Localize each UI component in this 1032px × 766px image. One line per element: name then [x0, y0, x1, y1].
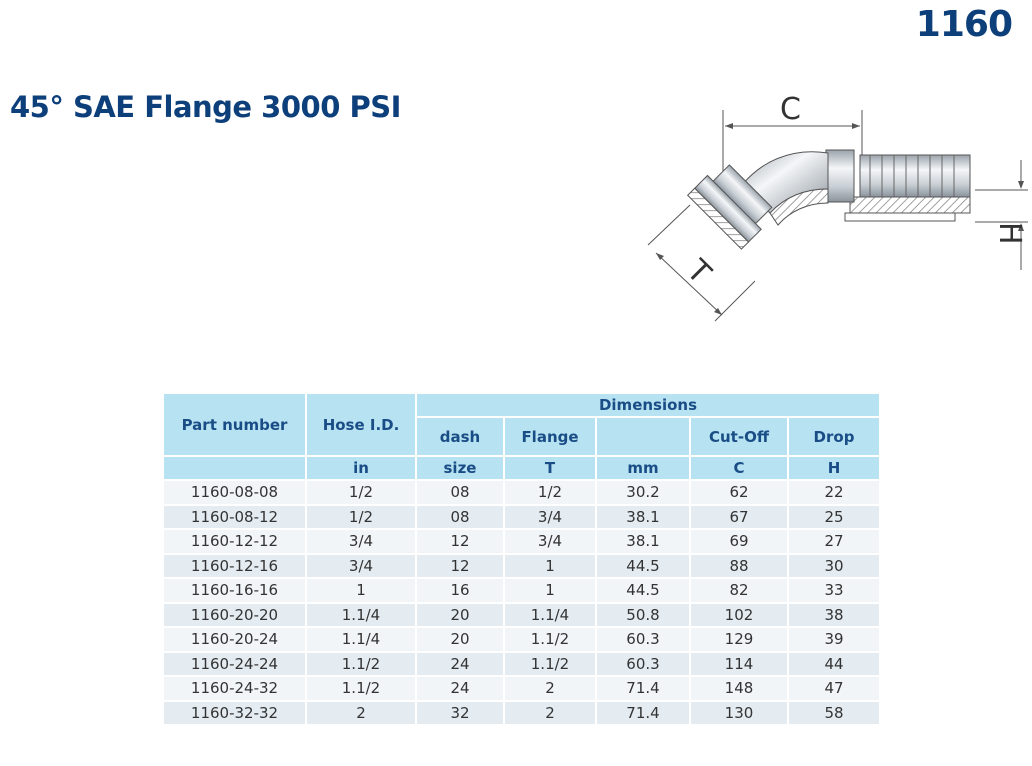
table-row	[164, 506, 879, 529]
cell-dash-size: 20	[417, 604, 503, 627]
cell-cut-off-c: 102	[691, 604, 787, 627]
cell-part-number: 1160-32-32	[164, 702, 305, 725]
header-blank	[597, 418, 689, 455]
cell-cut-off-c: 62	[691, 481, 787, 504]
cell-flange-t: 1.1/2	[505, 653, 595, 676]
cell-dash-size: 32	[417, 702, 503, 725]
table-row	[164, 653, 879, 676]
cell-dash-size: 24	[417, 677, 503, 700]
fitting-drawing	[630, 85, 1030, 335]
cell-hose-id: 1	[307, 579, 415, 602]
cell-flange-t: 1/2	[505, 481, 595, 504]
cell-flange-t: 1.1/4	[505, 604, 595, 627]
cell-mm: 60.3	[597, 653, 689, 676]
cell-part-number: 1160-24-24	[164, 653, 305, 676]
unit-h: H	[789, 457, 879, 479]
unit-part	[164, 457, 305, 479]
cell-cut-off-c: 88	[691, 555, 787, 578]
header-dimensions-group: Dimensions	[417, 394, 879, 416]
cell-flange-t: 2	[505, 677, 595, 700]
cell-hose-id: 1.1/2	[307, 677, 415, 700]
cell-part-number: 1160-08-08	[164, 481, 305, 504]
cell-drop-h: 25	[789, 506, 879, 529]
cell-part-number: 1160-12-12	[164, 530, 305, 553]
cell-cut-off-c: 130	[691, 702, 787, 725]
page-title: 45° SAE Flange 3000 PSI	[10, 90, 401, 124]
cell-part-number: 1160-08-12	[164, 506, 305, 529]
table-row	[164, 481, 879, 504]
cell-drop-h: 44	[789, 653, 879, 676]
cell-part-number: 1160-20-20	[164, 604, 305, 627]
cell-drop-h: 22	[789, 481, 879, 504]
cell-hose-id: 3/4	[307, 530, 415, 553]
cell-flange-t: 1	[505, 579, 595, 602]
cell-hose-id: 3/4	[307, 555, 415, 578]
page-number: 1160	[915, 4, 1012, 45]
cell-cut-off-c: 129	[691, 628, 787, 651]
table-row	[164, 702, 879, 725]
cell-part-number: 1160-24-32	[164, 677, 305, 700]
cell-hose-id: 1/2	[307, 481, 415, 504]
cell-flange-t: 2	[505, 702, 595, 725]
cell-mm: 44.5	[597, 579, 689, 602]
header-part-number: Part number	[164, 394, 305, 455]
cell-dash-size: 12	[417, 530, 503, 553]
cell-cut-off-c: 69	[691, 530, 787, 553]
cell-drop-h: 47	[789, 677, 879, 700]
cell-hose-id: 1.1/4	[307, 604, 415, 627]
cell-dash-size: 16	[417, 579, 503, 602]
cell-part-number: 1160-20-24	[164, 628, 305, 651]
cell-drop-h: 58	[789, 702, 879, 725]
cell-mm: 38.1	[597, 530, 689, 553]
unit-hose-in: in	[307, 457, 415, 479]
unit-mm: mm	[597, 457, 689, 479]
cell-hose-id: 2	[307, 702, 415, 725]
cell-dash-size: 12	[417, 555, 503, 578]
unit-dash-size: size	[417, 457, 503, 479]
unit-c: C	[691, 457, 787, 479]
cell-hose-id: 1/2	[307, 506, 415, 529]
dim-c-label: C	[780, 92, 801, 127]
table-body	[164, 481, 879, 724]
cell-mm: 38.1	[597, 506, 689, 529]
cell-mm: 50.8	[597, 604, 689, 627]
table-row	[164, 530, 879, 553]
cell-mm: 44.5	[597, 555, 689, 578]
cell-drop-h: 27	[789, 530, 879, 553]
dim-t-label: T	[679, 253, 718, 292]
cell-drop-h: 38	[789, 604, 879, 627]
cell-hose-id: 1.1/4	[307, 628, 415, 651]
cell-mm: 30.2	[597, 481, 689, 504]
cell-part-number: 1160-12-16	[164, 555, 305, 578]
fitting-illustration	[630, 85, 1030, 335]
cell-drop-h: 30	[789, 555, 879, 578]
table-row	[164, 604, 879, 627]
cell-dash-size: 08	[417, 481, 503, 504]
cell-cut-off-c: 114	[691, 653, 787, 676]
cell-part-number: 1160-16-16	[164, 579, 305, 602]
cell-dash-size: 24	[417, 653, 503, 676]
table-row	[164, 677, 879, 700]
cell-dash-size: 08	[417, 506, 503, 529]
header-hose-id: Hose I.D.	[307, 394, 415, 455]
cell-dash-size: 20	[417, 628, 503, 651]
table-row	[164, 628, 879, 651]
unit-flange-t: T	[505, 457, 595, 479]
cell-mm: 60.3	[597, 628, 689, 651]
table-row	[164, 579, 879, 602]
cell-flange-t: 3/4	[505, 506, 595, 529]
header-dash: dash	[417, 418, 503, 455]
cell-cut-off-c: 148	[691, 677, 787, 700]
cell-flange-t: 3/4	[505, 530, 595, 553]
table-row	[164, 555, 879, 578]
cell-drop-h: 33	[789, 579, 879, 602]
cell-flange-t: 1	[505, 555, 595, 578]
cell-cut-off-c: 82	[691, 579, 787, 602]
cell-cut-off-c: 67	[691, 506, 787, 529]
table-unit-row	[164, 457, 879, 479]
cell-hose-id: 1.1/2	[307, 653, 415, 676]
header-cut-off: Cut-Off	[691, 418, 787, 455]
cell-mm: 71.4	[597, 677, 689, 700]
cell-drop-h: 39	[789, 628, 879, 651]
header-flange: Flange	[505, 418, 595, 455]
dim-h-label: H	[992, 222, 1027, 245]
header-drop: Drop	[789, 418, 879, 455]
cell-flange-t: 1.1/2	[505, 628, 595, 651]
table-header-row	[164, 394, 879, 416]
specification-table	[162, 392, 881, 726]
cell-mm: 71.4	[597, 702, 689, 725]
